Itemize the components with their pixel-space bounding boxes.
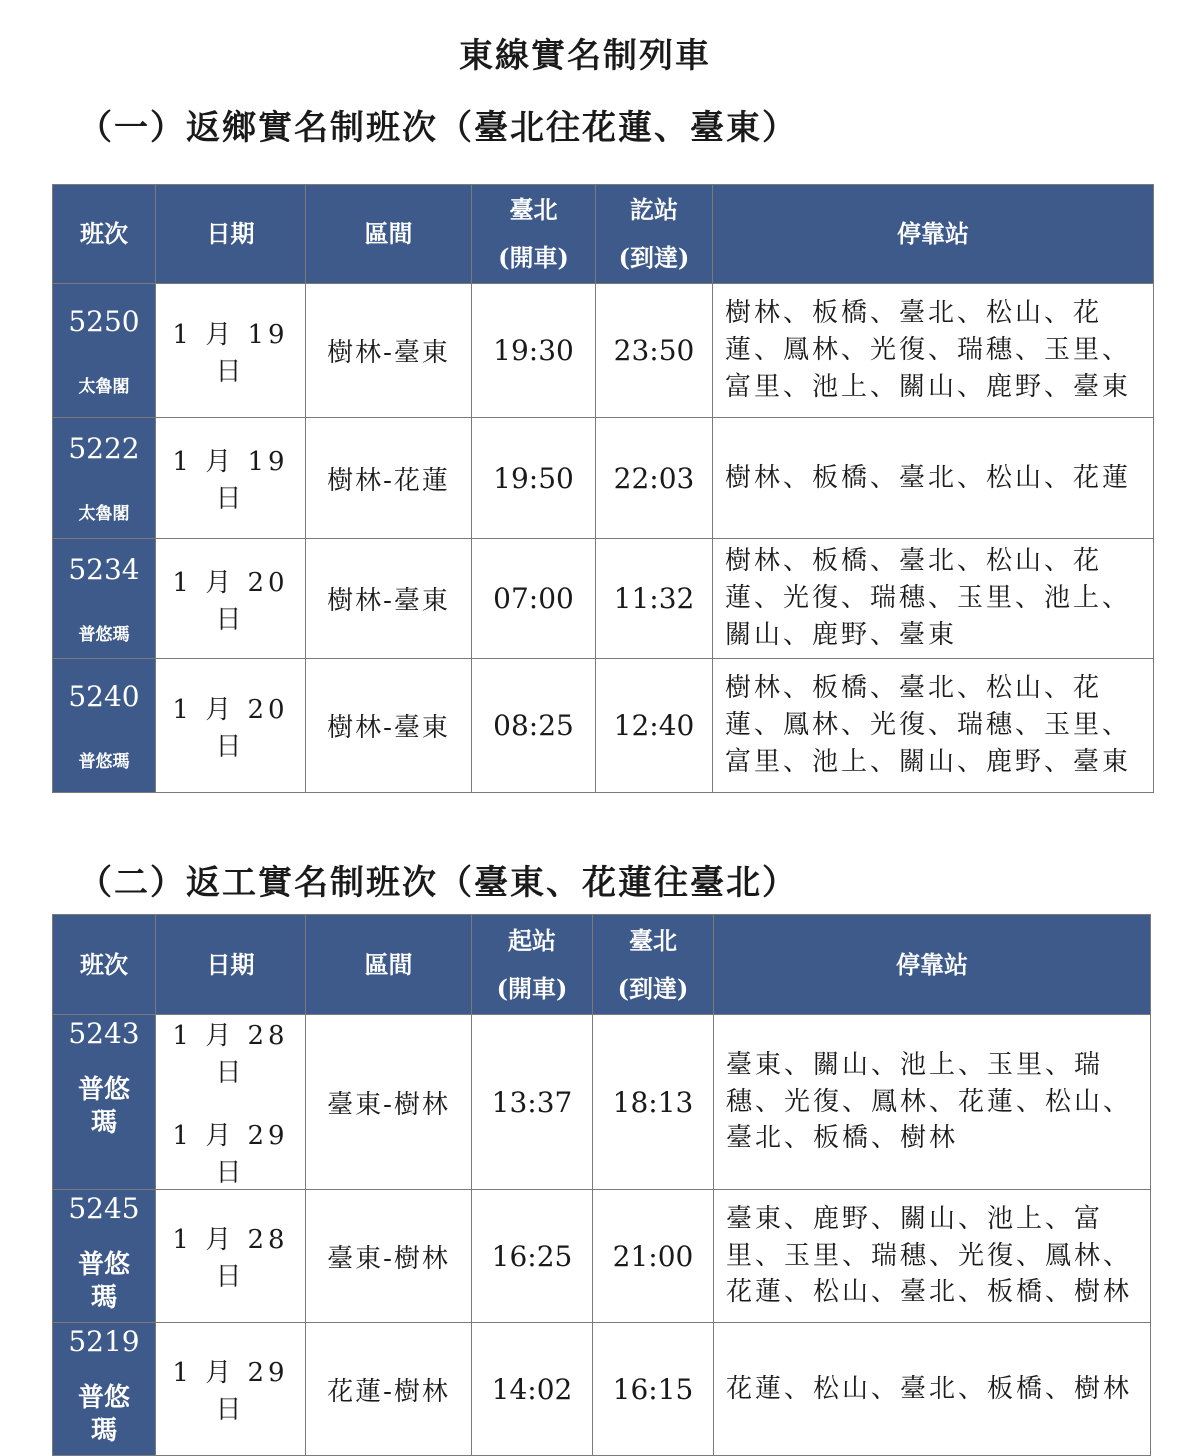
train-cell [53,1323,156,1456]
table-row [53,1015,1151,1190]
train-number: 5234 [68,552,140,586]
table-row [53,1190,1151,1323]
train-number: 5250 [68,304,140,338]
stops-cell: 臺東、鹿野、關山、池上、富里、玉里、瑞穗、光復、鳳林、花蓮、松山、臺北、板橋、樹林 [714,1190,1151,1323]
header-stops: 停靠站 [713,185,1154,284]
header-departure [472,185,596,284]
train-number: 5219 [68,1325,140,1358]
header-departure-station: 臺北 [509,195,558,225]
train-cell [53,659,156,793]
date-cell: 1 月 20 日 [156,659,306,793]
route-cell: 花蓮-樹林 [306,1323,472,1456]
date-cell: 1 月 29 日 [156,1323,306,1456]
header-arrival [596,185,713,284]
section2-heading: （二）返工實名制班次（臺東、花蓮往臺北） [78,863,798,903]
section1-heading: （一）返鄉實名制班次（臺北往花蓮、臺東） [78,108,798,148]
train-type: 普悠瑪 [77,1383,130,1446]
stops-cell: 樹林、板橋、臺北、松山、花蓮、光復、瑞穗、玉里、池上、關山、鹿野、臺東 [713,539,1154,659]
header-departure-note: (開車) [496,973,568,1003]
header-departure-station: 起站 [508,925,556,955]
table-row [53,659,1154,793]
header-train: 班次 [53,185,156,284]
train-type: 普悠瑪 [78,751,130,772]
table-header-row [53,185,1154,284]
departure-time: 07:00 [472,539,596,659]
train-cell [53,284,156,418]
train-type: 普悠瑪 [78,624,130,645]
stops-cell: 花蓮、松山、臺北、板橋、樹林 [714,1323,1151,1456]
header-arrival [593,915,714,1015]
train-cell [53,1190,156,1323]
stops-cell: 臺東、關山、池上、玉里、瑞穗、光復、鳳林、花蓮、松山、臺北、板橋、樹林 [714,1015,1151,1190]
train-type: 太魯閣 [78,504,130,524]
header-departure [472,915,593,1015]
route-cell: 臺東-樹林 [306,1190,472,1323]
section1-table [52,184,1154,793]
departure-time: 19:30 [472,284,596,418]
table-header-row [53,915,1151,1015]
header-departure-note: (開車) [498,243,569,272]
stops-cell: 樹林、板橋、臺北、松山、花蓮 [713,418,1154,539]
train-cell [53,539,156,659]
stops-cell: 樹林、板橋、臺北、松山、花蓮、鳳林、光復、瑞穗、玉里、富里、池上、關山、鹿野、臺東 [713,284,1154,418]
departure-time: 13:37 [472,1015,593,1190]
header-arrival-note: (到達) [618,243,690,272]
route-cell: 樹林-花蓮 [306,418,472,539]
table-row [53,284,1154,418]
train-number: 5222 [68,432,140,465]
date-cell: 1 月 20 日 [156,539,306,659]
arrival-time: 21:00 [593,1190,714,1323]
header-stops: 停靠站 [714,915,1151,1015]
route-cell: 臺東-樹林 [306,1015,472,1190]
route-cell: 樹林-臺東 [306,284,472,418]
header-arrival-station: 訖站 [630,195,678,225]
table-row [53,539,1154,659]
table-row [53,418,1154,539]
arrival-time: 11:32 [596,539,713,659]
train-number: 5245 [68,1192,140,1225]
header-route: 區間 [306,915,472,1015]
departure-time: 14:02 [472,1323,593,1456]
date-cell: 1 月 28 日 [156,1190,306,1323]
header-date: 日期 [156,185,306,284]
section2-table [52,914,1151,1456]
train-number: 5240 [68,679,140,713]
train-type: 普悠瑪 [77,1075,130,1138]
arrival-time: 16:15 [593,1323,714,1456]
departure-time: 08:25 [472,659,596,793]
date-cell [156,1015,306,1190]
header-date: 日期 [156,915,306,1015]
departure-time: 19:50 [472,418,596,539]
train-cell [53,1015,156,1190]
date-first: 1 月 28 日 [172,1021,289,1088]
stops-cell: 樹林、板橋、臺北、松山、花蓮、鳳林、光復、瑞穗、玉里、富里、池上、關山、鹿野、臺東 [713,659,1154,793]
table-row [53,1323,1151,1456]
page-title: 東線實名制列車 [459,36,711,76]
date-cell: 1 月 19 日 [156,284,306,418]
arrival-time: 18:13 [593,1015,714,1190]
route-cell: 樹林-臺東 [306,539,472,659]
train-type: 普悠瑪 [77,1250,130,1313]
route-cell: 樹林-臺東 [306,659,472,793]
date-second: 1 月 29 日 [172,1121,289,1188]
arrival-time: 22:03 [596,418,713,539]
train-number: 5243 [68,1017,140,1050]
arrival-time: 12:40 [596,659,713,793]
header-arrival-station: 臺北 [629,925,677,955]
date-cell: 1 月 19 日 [156,418,306,539]
header-arrival-note: (到達) [617,973,689,1003]
arrival-time: 23:50 [596,284,713,418]
train-cell [53,418,156,539]
train-type: 太魯閣 [78,376,130,397]
header-route: 區間 [306,185,472,284]
header-train: 班次 [53,915,156,1015]
departure-time: 16:25 [472,1190,593,1323]
